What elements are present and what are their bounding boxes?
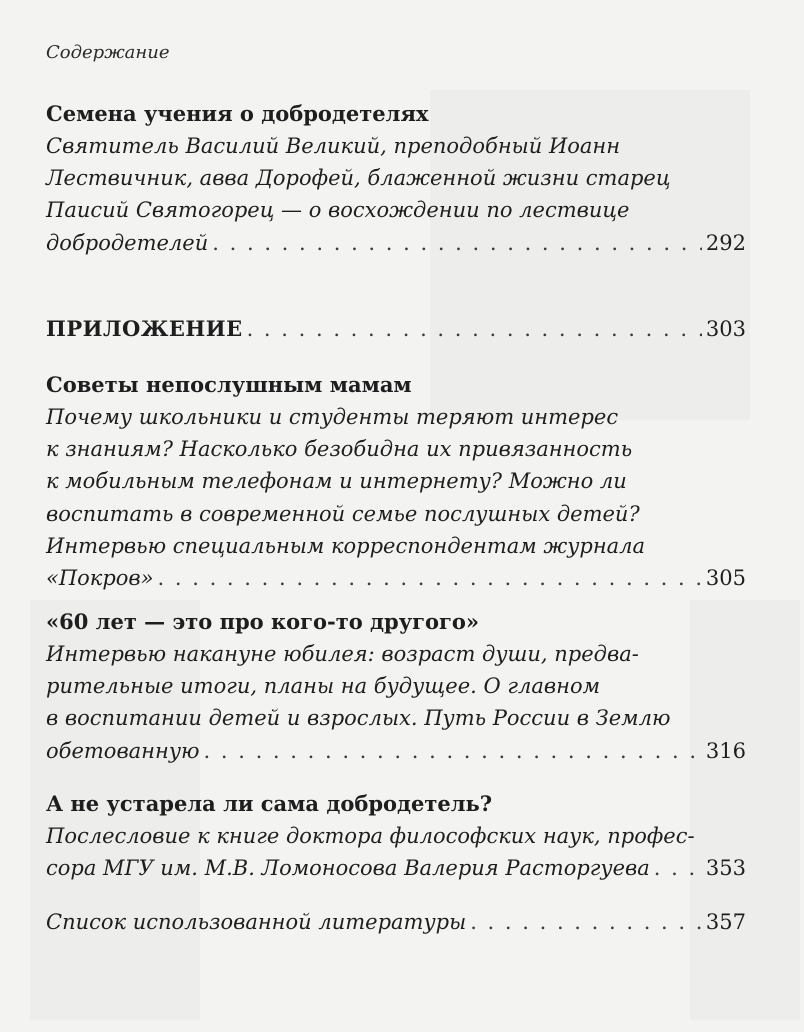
- dot-leader: [247, 313, 702, 346]
- entry-leader-line: [46, 227, 746, 259]
- dot-leader: [212, 227, 702, 259]
- entry-leader-line: [46, 906, 746, 938]
- entry-description-line: Послесловие к книге доктора философских наук, профес-: [46, 824, 695, 848]
- page-number: 305: [705, 565, 746, 590]
- running-head: Содержание: [46, 42, 170, 63]
- dot-leader: [204, 735, 702, 767]
- toc-entry: [46, 368, 746, 594]
- entry-leader-line: [46, 312, 746, 345]
- entry-description-line: Почему школьники и студенты теряют интерес: [46, 405, 619, 429]
- entry-description-line: Лествичник, авва Дорофей, блаженной жизни старец: [46, 166, 671, 191]
- toc-entry: [46, 97, 746, 259]
- entry-description-line: «Покров»: [46, 565, 154, 590]
- entry-leader-line: [46, 735, 746, 767]
- entry-description-line: рительные итоги, планы на будущее. О главном: [46, 674, 600, 699]
- toc-entry: [46, 605, 746, 767]
- dot-leader: [654, 852, 702, 884]
- page-number: 316: [705, 738, 746, 763]
- section-title: ПРИЛОЖЕНИЕ: [46, 316, 243, 341]
- toc-entry: [46, 906, 746, 938]
- page-number: 292: [705, 230, 746, 255]
- entry-description-line: к мобильным телефонам и интернету? Можно ли: [46, 469, 627, 494]
- entry-description-line: сора МГУ им. М.В. Ломоносова Валерия Расторгуева: [46, 856, 650, 881]
- page-number: 303: [705, 317, 746, 341]
- entry-title: А не устарела ли сама добродетель?: [46, 791, 493, 816]
- entry-title: Советы непослушным мамам: [46, 372, 412, 397]
- page-number: 357: [705, 910, 746, 934]
- entry-description-line: к знаниям? Насколько безобидна их привязанность: [46, 437, 633, 462]
- entry-title: Список использованной литературы: [46, 910, 467, 934]
- table-of-contents-page: [46, 0, 746, 1032]
- entry-description-line: Интервью накануне юбилея: возраст души, предва-: [46, 642, 639, 666]
- entry-title: Семена учения о добродетелях: [46, 101, 429, 126]
- entry-title: «60 лет — это про кого-то другого»: [46, 609, 480, 634]
- entry-description-line: Святитель Василий Великий, преподобный Иоанн: [46, 134, 621, 158]
- entry-leader-line: [46, 852, 746, 884]
- toc-entry: [46, 787, 746, 884]
- entry-description-line: Паисий Святогорец — о восхождении по лествице: [46, 198, 630, 223]
- entry-description-line: обетованную: [46, 738, 200, 763]
- entry-description-line: воспитать в современной семье послушных детей?: [46, 501, 640, 526]
- entry-description-line: Интервью специальным корреспондентам журнала: [46, 533, 646, 558]
- page-number: 353: [705, 856, 746, 881]
- entry-description-line: добродетелей: [46, 230, 209, 255]
- entry-description-line: в воспитании детей и взрослых. Путь России в Землю: [46, 706, 671, 731]
- toc-entry: [46, 312, 746, 345]
- dot-leader: [470, 906, 702, 938]
- dot-leader: [158, 562, 702, 594]
- entry-leader-line: [46, 562, 746, 594]
